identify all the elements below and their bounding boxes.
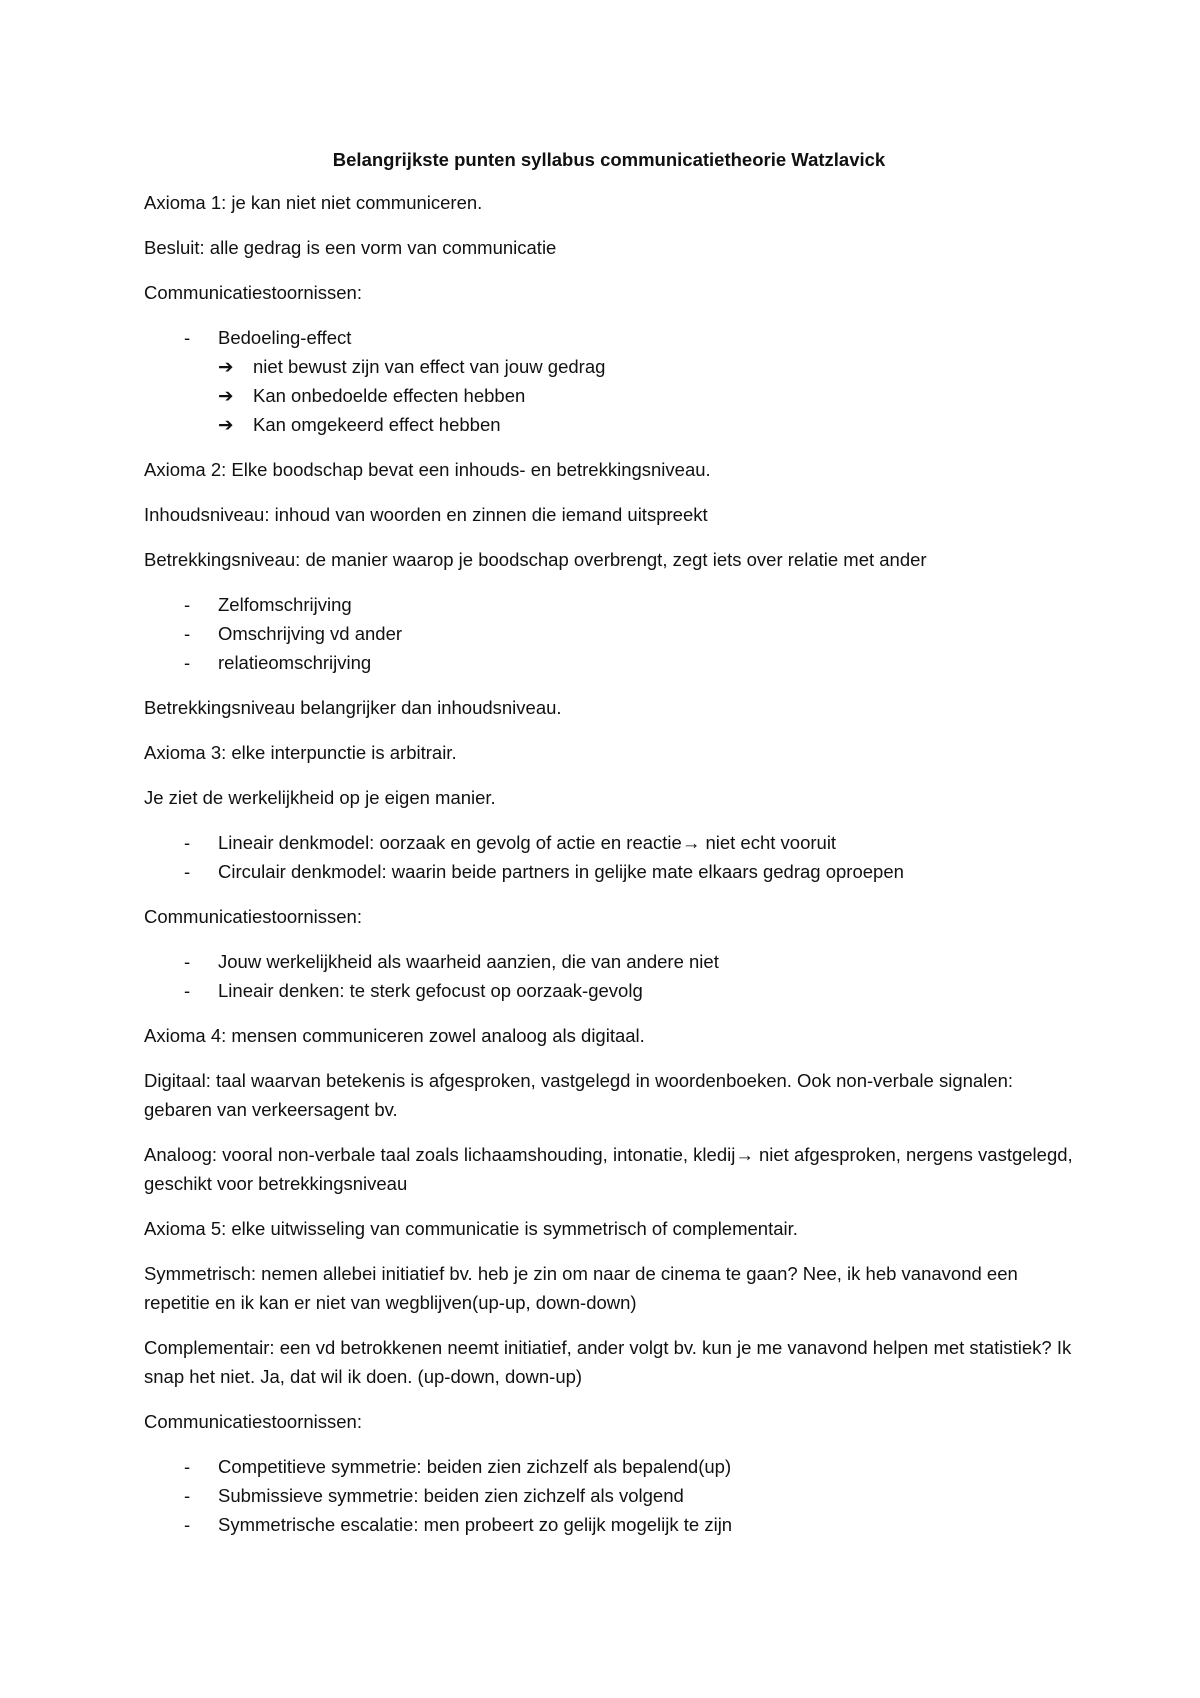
arrow-right-icon: → <box>735 1144 754 1165</box>
axioma-5: Axioma 5: elke uitwisseling van communicatie is symmetrisch of complementair. <box>144 1218 798 1239</box>
betrekkingsniveau-text: Betrekkingsniveau: de manier waarop je boodschap overbrengt, zegt iets over relatie met ander <box>144 549 927 570</box>
axioma-1: Axioma 1: je kan niet niet communiceren. <box>144 192 483 213</box>
list-item: - Competitieve symmetrie: beiden zien zichzelf als bepalend(up) <box>144 1452 1074 1481</box>
bullet-list-betrekkingsniveau <box>144 590 1074 677</box>
axioma-3: Axioma 3: elke interpunctie is arbitrair. <box>144 742 457 763</box>
list-item: - Omschrijving vd ander <box>144 619 1074 648</box>
list-item: - Symmetrische escalatie: men probeert zo gelijk mogelijk te zijn <box>144 1510 1074 1539</box>
arrow-list-item <box>218 410 1074 439</box>
bullet-list-stoornissen-2 <box>144 947 1074 1005</box>
inhoudsniveau-text: Inhoudsniveau: inhoud van woorden en zinnen die iemand uitspreekt <box>144 504 708 525</box>
list-item: - Lineair denken: te sterk gefocust op oorzaak-gevolg <box>144 976 1074 1005</box>
arrow-right-icon: → <box>681 832 701 853</box>
analoog-text-part: niet afgesproken, nergens vastgelegd, geschikt voor betrekkingsniveau <box>144 1144 1073 1194</box>
communicatiestoornissen-heading-1: Communicatiestoornissen: <box>144 282 362 303</box>
list-item: - Submissieve symmetrie: beiden zien zichzelf als volgend <box>144 1481 1074 1510</box>
list-item: - Zelfomschrijving <box>144 590 1074 619</box>
list-item <box>144 323 1074 439</box>
werkelijkheid-text: Je ziet de werkelijkheid op je eigen manier. <box>144 787 496 808</box>
list-item-label: Bedoeling-effect <box>218 327 352 348</box>
arrow-list <box>218 352 1074 439</box>
arrow-list-item-text: Kan onbedoelde effecten hebben <box>253 385 526 406</box>
arrow-right-icon: ➔ <box>218 385 234 406</box>
list-item: - Jouw werkelijkheid als waarheid aanzien, die van andere niet <box>144 947 1074 976</box>
communicatiestoornissen-heading-3: Communicatiestoornissen: <box>144 1411 362 1432</box>
arrow-list-item <box>218 352 1074 381</box>
symmetrisch-text: Symmetrisch: nemen allebei initiatief bv. heb je zin om naar de cinema te gaan? Nee, ik heb vanavond een repetitie en ik kan er niet van wegblijven(up-up, down-down) <box>144 1263 1018 1313</box>
analoog-text <box>144 1140 1074 1198</box>
bullet-list-stoornissen-3 <box>144 1452 1074 1539</box>
list-item-text: niet echt vooruit <box>700 832 837 853</box>
list-item: - Circulair denkmodel: waarin beide partners in gelijke mate elkaars gedrag oproepen <box>144 857 1074 886</box>
axioma-2: Axioma 2: Elke boodschap bevat een inhouds- en betrekkingsniveau. <box>144 459 711 480</box>
axioma-4: Axioma 4: mensen communiceren zowel analoog als digitaal. <box>144 1025 645 1046</box>
besluit-text: Besluit: alle gedrag is een vorm van communicatie <box>144 237 557 258</box>
bullet-list-denkmodellen <box>144 828 1074 886</box>
digitaal-text: Digitaal: taal waarvan betekenis is afgesproken, vastgelegd in woordenboeken. Ook non-verbale signalen: gebaren van verkeersagent bv. <box>144 1070 1014 1120</box>
list-item <box>144 828 1074 857</box>
list-item-text: Lineair denkmodel: oorzaak en gevolg of actie en reactie <box>218 832 682 853</box>
arrow-list-item-text: Kan omgekeerd effect hebben <box>253 414 501 435</box>
betrekkingsniveau-conclusie: Betrekkingsniveau belangrijker dan inhoudsniveau. <box>144 697 562 718</box>
complementair-text: Complementair: een vd betrokkenen neemt initiatief, ander volgt bv. kun je me vanavond helpen met statistiek? Ik snap het niet. Ja, dat wil ik doen. (up-down, down-up) <box>144 1337 1072 1387</box>
communicatiestoornissen-heading-2: Communicatiestoornissen: <box>144 906 362 927</box>
arrow-list-item-text: niet bewust zijn van effect van jouw gedrag <box>253 356 606 377</box>
arrow-right-icon: ➔ <box>218 356 234 377</box>
list-item: - relatieomschrijving <box>144 648 1074 677</box>
document-title: Belangrijkste punten syllabus communicatietheorie Watzlavick <box>332 149 886 170</box>
analoog-text-part: Analoog: vooral non-verbale taal zoals lichaamshouding, intonatie, kledij <box>144 1144 736 1165</box>
bullet-list-bedoeling <box>144 323 1074 439</box>
arrow-list-item <box>218 381 1074 410</box>
arrow-right-icon: ➔ <box>218 414 234 435</box>
document-body <box>144 145 1074 1555</box>
